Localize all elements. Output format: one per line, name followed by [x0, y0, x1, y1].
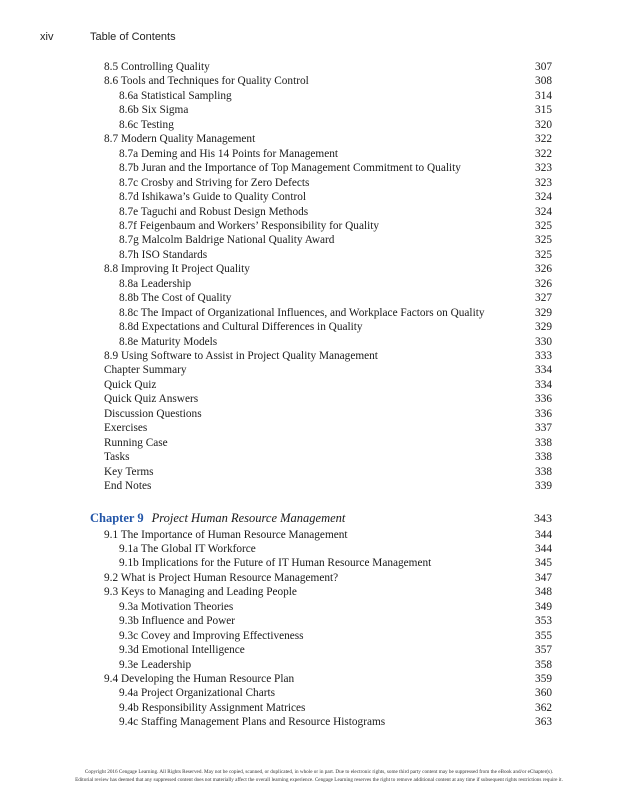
toc-entry-title: 8.8e Maturity Models [119, 335, 218, 348]
toc-entry[interactable] [0, 233, 638, 247]
toc-entry-title: 8.7d Ishikawa’s Guide to Quality Control [119, 191, 307, 204]
toc-entry-page: 353 [535, 615, 552, 628]
toc-entry[interactable] [0, 262, 638, 276]
toc-entry-page: 325 [535, 234, 552, 247]
toc-entry-title: 8.5 Controlling Quality [104, 61, 210, 73]
toc-entry[interactable] [0, 479, 638, 493]
toc-entry-title: 8.7b Juran and the Importance of Top Management Commitment to Quality [119, 162, 461, 175]
toc-entry[interactable] [0, 407, 638, 421]
toc-entry[interactable] [0, 715, 638, 729]
chapter-title-group [90, 510, 345, 526]
toc-entry-title: 8.8b The Cost of Quality [119, 292, 232, 305]
toc-entry[interactable] [0, 176, 638, 190]
toc-entry-title: 9.3e Leadership [119, 658, 192, 671]
toc-entry-title: 8.7h ISO Standards [119, 248, 208, 261]
toc-entry[interactable] [0, 161, 638, 175]
toc-entry-page: 344 [535, 528, 552, 541]
toc-entry-page: 325 [535, 219, 552, 232]
toc-entry[interactable] [0, 672, 638, 686]
toc-entry[interactable] [0, 528, 638, 542]
toc-entry[interactable] [0, 542, 638, 556]
toc-entry-page: 333 [535, 350, 552, 362]
toc-entry[interactable] [0, 556, 638, 570]
toc-entry-page: 357 [535, 644, 552, 657]
toc-entry[interactable] [0, 363, 638, 377]
toc-entry[interactable] [0, 378, 638, 392]
toc-entry-page: 345 [535, 557, 552, 570]
toc-entry-title: Quick Quiz Answers [104, 393, 199, 406]
toc-entry-page: 338 [535, 436, 552, 449]
toc-entry-title: 9.3c Covey and Improving Effectiveness [119, 629, 304, 642]
toc-entry-page: 320 [535, 118, 552, 131]
toc-entry[interactable] [0, 701, 638, 715]
toc-entry-title: 8.6c Testing [119, 118, 174, 131]
toc-entry-title: 8.7 Modern Quality Management [104, 133, 256, 146]
toc-entry[interactable] [0, 349, 638, 363]
toc-entry-page: 322 [535, 147, 552, 160]
toc-entry-title: 9.3 Keys to Managing and Leading People [104, 586, 297, 599]
toc-entry[interactable] [0, 686, 638, 700]
chapter-heading[interactable] [0, 510, 638, 526]
toc-entry[interactable] [0, 132, 638, 146]
toc-entry-title: 9.3b Influence and Power [119, 615, 236, 628]
toc-entry-title: 9.1a The Global IT Workforce [119, 542, 256, 555]
toc-entry-page: 355 [535, 629, 552, 642]
toc-entry[interactable] [0, 219, 638, 233]
copyright-line-1: Copyright 2016 Cengage Learning. All Rights Reserved. May not be copied, scanned, or duplicated, in whole or in part. Due to electronic rights, some third party content may be suppressed from the eBook and/or eChapter(s). [84, 769, 554, 775]
toc-entry-page: 329 [535, 306, 552, 319]
toc-entry[interactable] [0, 571, 638, 585]
chapter-number: Chapter 9 [90, 510, 144, 525]
toc-entry-title: 8.7a Deming and His 14 Points for Management [119, 147, 338, 160]
running-title: Table of Contents [90, 31, 176, 43]
toc-entry[interactable] [0, 190, 638, 204]
toc-entry-title: 8.9 Using Software to Assist in Project Quality Management [104, 350, 378, 362]
toc-entry-page: 337 [535, 422, 552, 435]
toc-entry-title: 9.4 Developing the Human Resource Plan [104, 673, 295, 685]
toc-entry[interactable] [0, 89, 638, 103]
toc-entry-title: 8.7g Malcolm Baldrige National Quality Award [119, 234, 335, 247]
toc-entry-title: 8.6b Six Sigma [119, 104, 189, 117]
toc-entry-page: 322 [535, 133, 552, 146]
toc-entry-title: 9.2 What is Project Human Resource Management? [104, 571, 339, 584]
chapter-title: Project Human Resource Management [151, 510, 346, 525]
toc-entry[interactable] [0, 600, 638, 614]
toc-entry-page: 314 [535, 89, 552, 102]
toc-entry[interactable] [0, 277, 638, 291]
toc-entry-page: 308 [535, 75, 552, 88]
toc-entry-title: Quick Quiz [104, 378, 157, 391]
toc-entry-title: Exercises [104, 422, 148, 435]
toc-entry[interactable] [0, 306, 638, 320]
toc-entry-page: 336 [535, 407, 552, 420]
toc-entry[interactable] [0, 205, 638, 219]
toc-entry-page: 326 [535, 263, 552, 276]
toc-entry-title: 8.8c The Impact of Organizational Influences, and Workplace Factors on Quality [119, 306, 485, 319]
toc-entry-page: 325 [535, 248, 552, 261]
toc-entry[interactable] [0, 291, 638, 305]
toc-entry-page: 329 [535, 321, 552, 334]
toc-entry-page: 338 [535, 451, 552, 464]
toc-entry-title: 9.4a Project Organizational Charts [119, 687, 276, 700]
toc-entry-page: 326 [535, 277, 552, 290]
toc-entry-title: 8.8d Expectations and Cultural Differences in Quality [119, 321, 363, 334]
toc-entry-title: 8.7c Crosby and Striving for Zero Defects [119, 176, 310, 189]
toc-entry-title: Running Case [104, 436, 168, 449]
toc-entry-page: 324 [535, 191, 552, 204]
toc-entry[interactable] [0, 436, 638, 450]
toc-entry[interactable] [0, 421, 638, 435]
toc-entry-page: 349 [535, 600, 552, 613]
toc-entry-title: Chapter Summary [104, 364, 187, 377]
toc-entry-page: 363 [535, 716, 552, 729]
toc-entry-page: 334 [535, 378, 552, 391]
toc-entry[interactable] [0, 392, 638, 406]
toc-entry-page: 323 [535, 176, 552, 189]
toc-entry[interactable] [0, 643, 638, 657]
toc-entry-page: 347 [535, 571, 552, 584]
chapter-page: 343 [534, 510, 552, 525]
toc-entry-title: 8.7e Taguchi and Robust Design Methods [119, 205, 309, 218]
toc-entry-page: 358 [535, 658, 552, 671]
toc-entry-title: 8.6a Statistical Sampling [119, 89, 232, 102]
toc-entry-title: 9.3d Emotional Intelligence [119, 644, 245, 657]
toc-entry-page: 330 [535, 335, 552, 348]
running-header [40, 31, 176, 43]
toc-entry[interactable] [0, 450, 638, 464]
toc-entry[interactable] [0, 248, 638, 262]
toc-entry[interactable] [0, 60, 638, 74]
toc-entry[interactable] [0, 118, 638, 132]
toc-entry[interactable] [0, 465, 638, 479]
toc-entry-page: 344 [535, 542, 552, 555]
toc-entry[interactable] [0, 658, 638, 672]
toc-entry-page: 360 [535, 687, 552, 700]
toc-entry-title: 8.8 Improving It Project Quality [104, 263, 250, 276]
toc-entry[interactable] [0, 103, 638, 117]
toc-entry[interactable] [0, 74, 638, 88]
toc-entry-page: 359 [535, 673, 552, 685]
toc-entry[interactable] [0, 320, 638, 334]
copyright-footer [0, 769, 638, 784]
toc-entry-page: 323 [535, 162, 552, 175]
toc-entry-page: 334 [535, 364, 552, 377]
toc-entry-page: 327 [535, 292, 552, 305]
toc-entry-page: 324 [535, 205, 552, 218]
page-number: xiv [40, 31, 54, 43]
toc-entry-page: 336 [535, 393, 552, 406]
toc-entry-title: 9.3a Motivation Theories [119, 600, 234, 613]
toc-entry[interactable] [0, 614, 638, 628]
toc-entry-page: 339 [535, 480, 552, 493]
copyright-line-2: Editorial review has deemed that any suppressed content does not materially affect the overall learning experience. Cengage Learning reserves the right to remove additional content at any time if subsequent rights restrictions require it. [75, 776, 563, 783]
toc-entry-title: 8.6 Tools and Techniques for Quality Control [104, 75, 309, 88]
toc-entry-page: 307 [535, 61, 552, 73]
toc-entry-title: End Notes [104, 480, 152, 493]
toc-entry-title: Key Terms [104, 465, 154, 478]
toc-entry[interactable] [0, 629, 638, 643]
toc-entry[interactable] [0, 335, 638, 349]
toc-entry[interactable] [0, 147, 638, 161]
toc-entry-title: 9.1 The Importance of Human Resource Management [104, 528, 348, 541]
toc-entry-title: 9.4c Staffing Management Plans and Resource Histograms [119, 716, 386, 729]
toc-entry-page: 338 [535, 465, 552, 478]
toc-entry-title: 9.4b Responsibility Assignment Matrices [119, 701, 306, 714]
toc-entry-page: 362 [535, 701, 552, 714]
toc-entry-title: 8.8a Leadership [119, 277, 192, 290]
toc-entry[interactable] [0, 585, 638, 599]
toc-entry-page: 315 [535, 104, 552, 117]
toc-entry-title: 8.7f Feigenbaum and Workers’ Responsibility for Quality [119, 219, 380, 232]
toc-entry-title: Tasks [104, 451, 130, 464]
toc-entry-page: 348 [535, 586, 552, 599]
toc-entry-title: Discussion Questions [104, 407, 202, 420]
toc-entry-title: 9.1b Implications for the Future of IT Human Resource Management [119, 557, 432, 570]
